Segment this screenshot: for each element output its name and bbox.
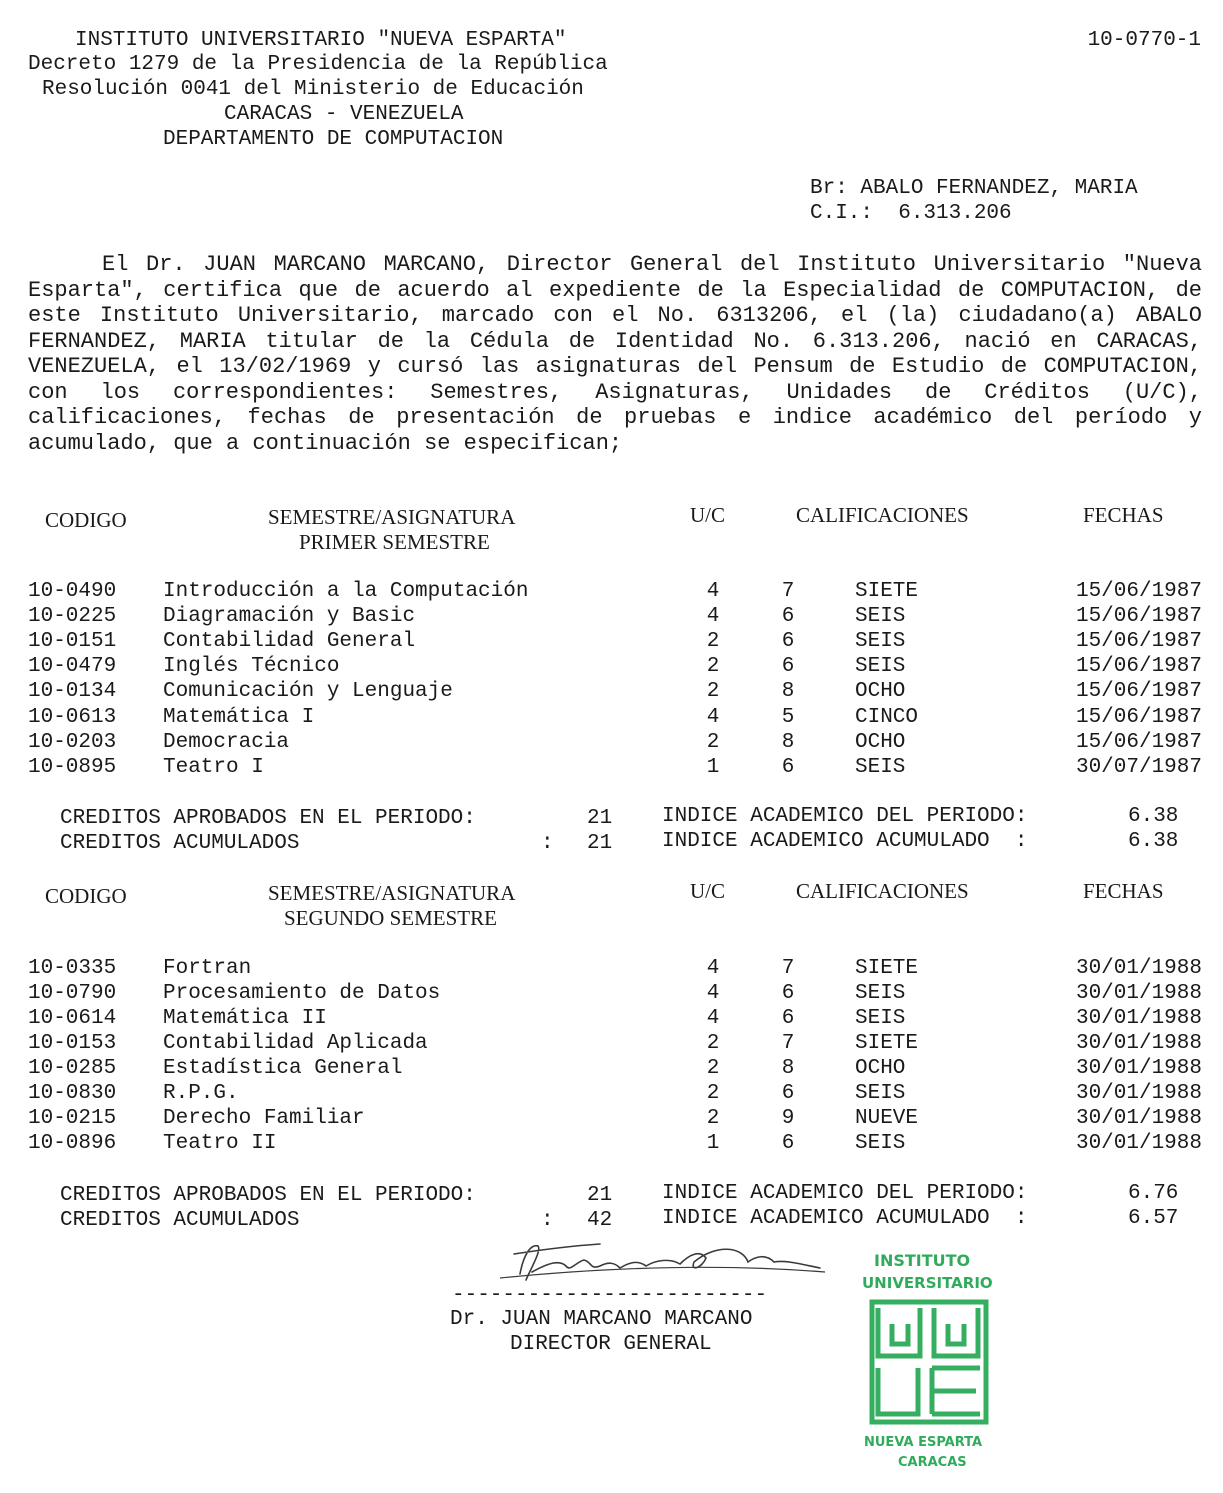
table-row: [28, 730, 1208, 755]
city-line: CARACAS - VENEZUELA: [224, 103, 464, 126]
course-name: Introducción a la Computación: [163, 580, 529, 603]
course-grade: 8: [781, 1057, 795, 1080]
col-header-code: CODIGO: [45, 884, 127, 908]
table-row: [28, 1006, 1208, 1031]
course-uc: 1: [706, 1132, 720, 1155]
course-date: 30/01/1988: [1075, 1107, 1202, 1130]
course-grade-word: OCHO: [855, 680, 906, 703]
course-grade-word: SEIS: [855, 1132, 906, 1155]
course-date: 15/06/1987: [1075, 731, 1202, 754]
svg-text:NUEVA ESPARTA: NUEVA ESPARTA: [864, 1435, 983, 1450]
signature-line: -------------------------: [452, 1284, 768, 1307]
course-name: Democracia: [163, 731, 290, 754]
table-row: [28, 705, 1208, 730]
course-grade: 6: [781, 1082, 795, 1105]
svg-text:INSTITUTO: INSTITUTO: [874, 1251, 971, 1270]
period-index-label: INDICE ACADEMICO DEL PERIODO:: [662, 1182, 1028, 1205]
course-name: Contabilidad General: [163, 630, 416, 653]
period-credits-label: CREDITOS APROBADOS EN EL PERIODO:: [60, 1184, 476, 1207]
semester-title: PRIMER SEMESTRE: [299, 530, 490, 554]
table-row: [28, 755, 1208, 780]
course-date: 30/01/1988: [1075, 1132, 1202, 1155]
col-header-grades: CALIFICACIONES: [796, 503, 969, 527]
table-row: [28, 1031, 1208, 1056]
signer-role: DIRECTOR GENERAL: [510, 1333, 712, 1356]
course-grade: 6: [781, 982, 795, 1005]
period-credits-value: 21: [587, 1184, 613, 1207]
course-grade-word: NUEVE: [855, 1107, 919, 1130]
course-uc: 2: [706, 630, 720, 653]
table-row: [28, 981, 1208, 1006]
table-row: [28, 1081, 1208, 1106]
signer-name: Dr. JUAN MARCANO MARCANO: [450, 1308, 753, 1331]
course-name: Derecho Familiar: [163, 1107, 365, 1130]
course-uc: 4: [706, 982, 720, 1005]
table-row: [28, 1106, 1208, 1131]
course-grade: 7: [781, 957, 795, 980]
course-name: Fortran: [163, 957, 252, 980]
course-code: 10-0613: [28, 706, 117, 729]
accum-credits-value: 42: [587, 1209, 613, 1232]
course-date: 30/01/1988: [1075, 1007, 1202, 1030]
course-code: 10-0215: [28, 1107, 117, 1130]
course-grade-word: SIETE: [855, 957, 919, 980]
course-uc: 2: [706, 655, 720, 678]
course-date: 15/06/1987: [1075, 655, 1202, 678]
course-grade-word: OCHO: [855, 731, 906, 754]
course-code: 10-0285: [28, 1057, 117, 1080]
col-header-uc: U/C: [690, 879, 726, 903]
course-grade: 5: [781, 706, 795, 729]
course-code: 10-0896: [28, 1132, 117, 1155]
resolution-line: Resolución 0041 del Ministerio de Educación: [42, 78, 584, 101]
course-grade: 6: [781, 630, 795, 653]
col-header-dates: FECHAS: [1083, 503, 1164, 527]
course-grade-word: SIETE: [855, 580, 919, 603]
course-date: 15/06/1987: [1075, 630, 1202, 653]
accum-credits-value: 21: [587, 832, 613, 855]
accum-index-value: 6.57: [1128, 1207, 1179, 1230]
period-index-value: 6.76: [1128, 1182, 1179, 1205]
course-grade-word: SEIS: [855, 630, 906, 653]
institute-name: INSTITUTO UNIVERSITARIO "NUEVA ESPARTA": [75, 29, 567, 52]
student-name: Br: ABALO FERNANDEZ, MARIA: [810, 177, 1138, 200]
accum-credits-separator: :: [541, 1209, 554, 1232]
course-name: Comunicación y Lenguaje: [163, 680, 453, 703]
table-row: [28, 579, 1208, 604]
course-grade-word: SIETE: [855, 1032, 919, 1055]
course-date: 30/07/1987: [1075, 756, 1202, 779]
course-code: 10-0490: [28, 580, 117, 603]
accum-credits-separator: :: [541, 832, 554, 855]
document-code: 10-0770-1: [1087, 29, 1201, 52]
course-code: 10-0203: [28, 731, 117, 754]
course-date: 15/06/1987: [1075, 706, 1202, 729]
semester-title: SEGUNDO SEMESTRE: [284, 906, 497, 930]
course-uc: 2: [706, 731, 720, 754]
col-header-code: CODIGO: [45, 508, 127, 532]
course-date: 15/06/1987: [1075, 580, 1202, 603]
course-uc: 1: [706, 756, 720, 779]
table-row: [28, 956, 1208, 981]
course-code: 10-0153: [28, 1032, 117, 1055]
course-uc: 2: [706, 680, 720, 703]
course-grade-word: SEIS: [855, 756, 906, 779]
course-grade-word: OCHO: [855, 1057, 906, 1080]
course-name: Teatro II: [163, 1132, 277, 1155]
decree-line: Decreto 1279 de la Presidencia de la República: [28, 53, 608, 76]
course-grade: 6: [781, 756, 795, 779]
course-grade: 6: [781, 1132, 795, 1155]
department-line: DEPARTAMENTO DE COMPUTACION: [163, 128, 504, 151]
course-grade-word: SEIS: [855, 655, 906, 678]
course-date: 15/06/1987: [1075, 605, 1202, 628]
course-grade-word: SEIS: [855, 1082, 906, 1105]
course-grade: 6: [781, 655, 795, 678]
course-uc: 2: [706, 1082, 720, 1105]
accum-credits-label: CREDITOS ACUMULADOS: [60, 832, 300, 855]
course-name: Contabilidad Aplicada: [163, 1032, 428, 1055]
table-row: [28, 1056, 1208, 1081]
course-grade: 6: [781, 605, 795, 628]
accum-index-value: 6.38: [1128, 830, 1179, 853]
col-header-subject: SEMESTRE/ASIGNATURA: [268, 505, 516, 529]
course-code: 10-0790: [28, 982, 117, 1005]
course-date: 30/01/1988: [1075, 982, 1202, 1005]
course-uc: 4: [706, 580, 720, 603]
svg-text:UNIVERSITARIO: UNIVERSITARIO: [862, 1274, 993, 1292]
course-name: Matemática I: [163, 706, 315, 729]
svg-text:CARACAS: CARACAS: [898, 1455, 967, 1470]
course-code: 10-0895: [28, 756, 117, 779]
course-name: Teatro I: [163, 756, 264, 779]
course-code: 10-0830: [28, 1082, 117, 1105]
course-uc: 4: [706, 1007, 720, 1030]
course-code: 10-0479: [28, 655, 117, 678]
course-code: 10-0335: [28, 957, 117, 980]
period-credits-label: CREDITOS APROBADOS EN EL PERIODO:: [60, 807, 476, 830]
period-credits-value: 21: [587, 807, 613, 830]
table-row: [28, 604, 1208, 629]
course-grade-word: SEIS: [855, 982, 906, 1005]
course-grade-word: SEIS: [855, 1007, 906, 1030]
course-name: Diagramación y Basic: [163, 605, 416, 628]
period-index-label: INDICE ACADEMICO DEL PERIODO:: [662, 805, 1028, 828]
course-uc: 2: [706, 1032, 720, 1055]
course-grade-word: SEIS: [855, 605, 906, 628]
course-name: Inglés Técnico: [163, 655, 340, 678]
student-ci: C.I.: 6.313.206: [810, 202, 1012, 225]
course-name: Procesamiento de Datos: [163, 982, 441, 1005]
accum-index-label: INDICE ACADEMICO ACUMULADO :: [662, 1207, 1028, 1230]
col-header-grades: CALIFICACIONES: [796, 879, 969, 903]
course-date: 30/01/1988: [1075, 1057, 1202, 1080]
col-header-uc: U/C: [690, 503, 726, 527]
course-grade: 9: [781, 1107, 795, 1130]
course-uc: 2: [706, 1107, 720, 1130]
course-uc: 4: [706, 957, 720, 980]
table-row: [28, 1131, 1208, 1156]
table-row: [28, 629, 1208, 654]
course-grade: 7: [781, 1032, 795, 1055]
course-grade: 7: [781, 580, 795, 603]
course-date: 15/06/1987: [1075, 680, 1202, 703]
course-uc: 4: [706, 706, 720, 729]
period-index-value: 6.38: [1128, 805, 1179, 828]
course-grade: 6: [781, 1007, 795, 1030]
certification-paragraph: El Dr. JUAN MARCANO MARCANO, Director General del Instituto Universitario "Nueva Esparta", certifica que de acuerdo al expediente de la Especialidad de COMPUTACION, de este Instituto Universitario, marcado con el No. 6313206, el (la) ciudadano(a) ABALO FERNANDEZ, MARIA titular de la Cédula de Identidad No. 6.313.206, nació en CARACAS, VENEZUELA, el 13/02/1969 y cursó las asignaturas del Pensum de Estudio de COMPUTACION, con los correspondientes: Semestres, Asignaturas, Unidades de Créditos (U/C), calificaciones, fechas de presentación de pruebas e indice académico del período y acumulado, que a continuación se especifican;: [28, 252, 1202, 456]
course-date: 30/01/1988: [1075, 957, 1202, 980]
accum-index-label: INDICE ACADEMICO ACUMULADO :: [662, 830, 1028, 853]
course-grade: 8: [781, 731, 795, 754]
course-grade: 8: [781, 680, 795, 703]
course-uc: 2: [706, 1057, 720, 1080]
col-header-subject: SEMESTRE/ASIGNATURA: [268, 881, 516, 905]
course-date: 30/01/1988: [1075, 1082, 1202, 1105]
course-code: 10-0614: [28, 1007, 117, 1030]
table-row: [28, 679, 1208, 704]
course-grade-word: CINCO: [855, 706, 919, 729]
accum-credits-label: CREDITOS ACUMULADOS: [60, 1209, 300, 1232]
course-name: R.P.G.: [163, 1082, 239, 1105]
course-code: 10-0225: [28, 605, 117, 628]
table-row: [28, 654, 1208, 679]
course-name: Estadística General: [163, 1057, 403, 1080]
course-uc: 4: [706, 605, 720, 628]
course-code: 10-0134: [28, 680, 117, 703]
course-date: 30/01/1988: [1075, 1032, 1202, 1055]
col-header-dates: FECHAS: [1083, 879, 1164, 903]
institution-stamp: [860, 1244, 1010, 1474]
course-code: 10-0151: [28, 630, 117, 653]
course-name: Matemática II: [163, 1007, 327, 1030]
